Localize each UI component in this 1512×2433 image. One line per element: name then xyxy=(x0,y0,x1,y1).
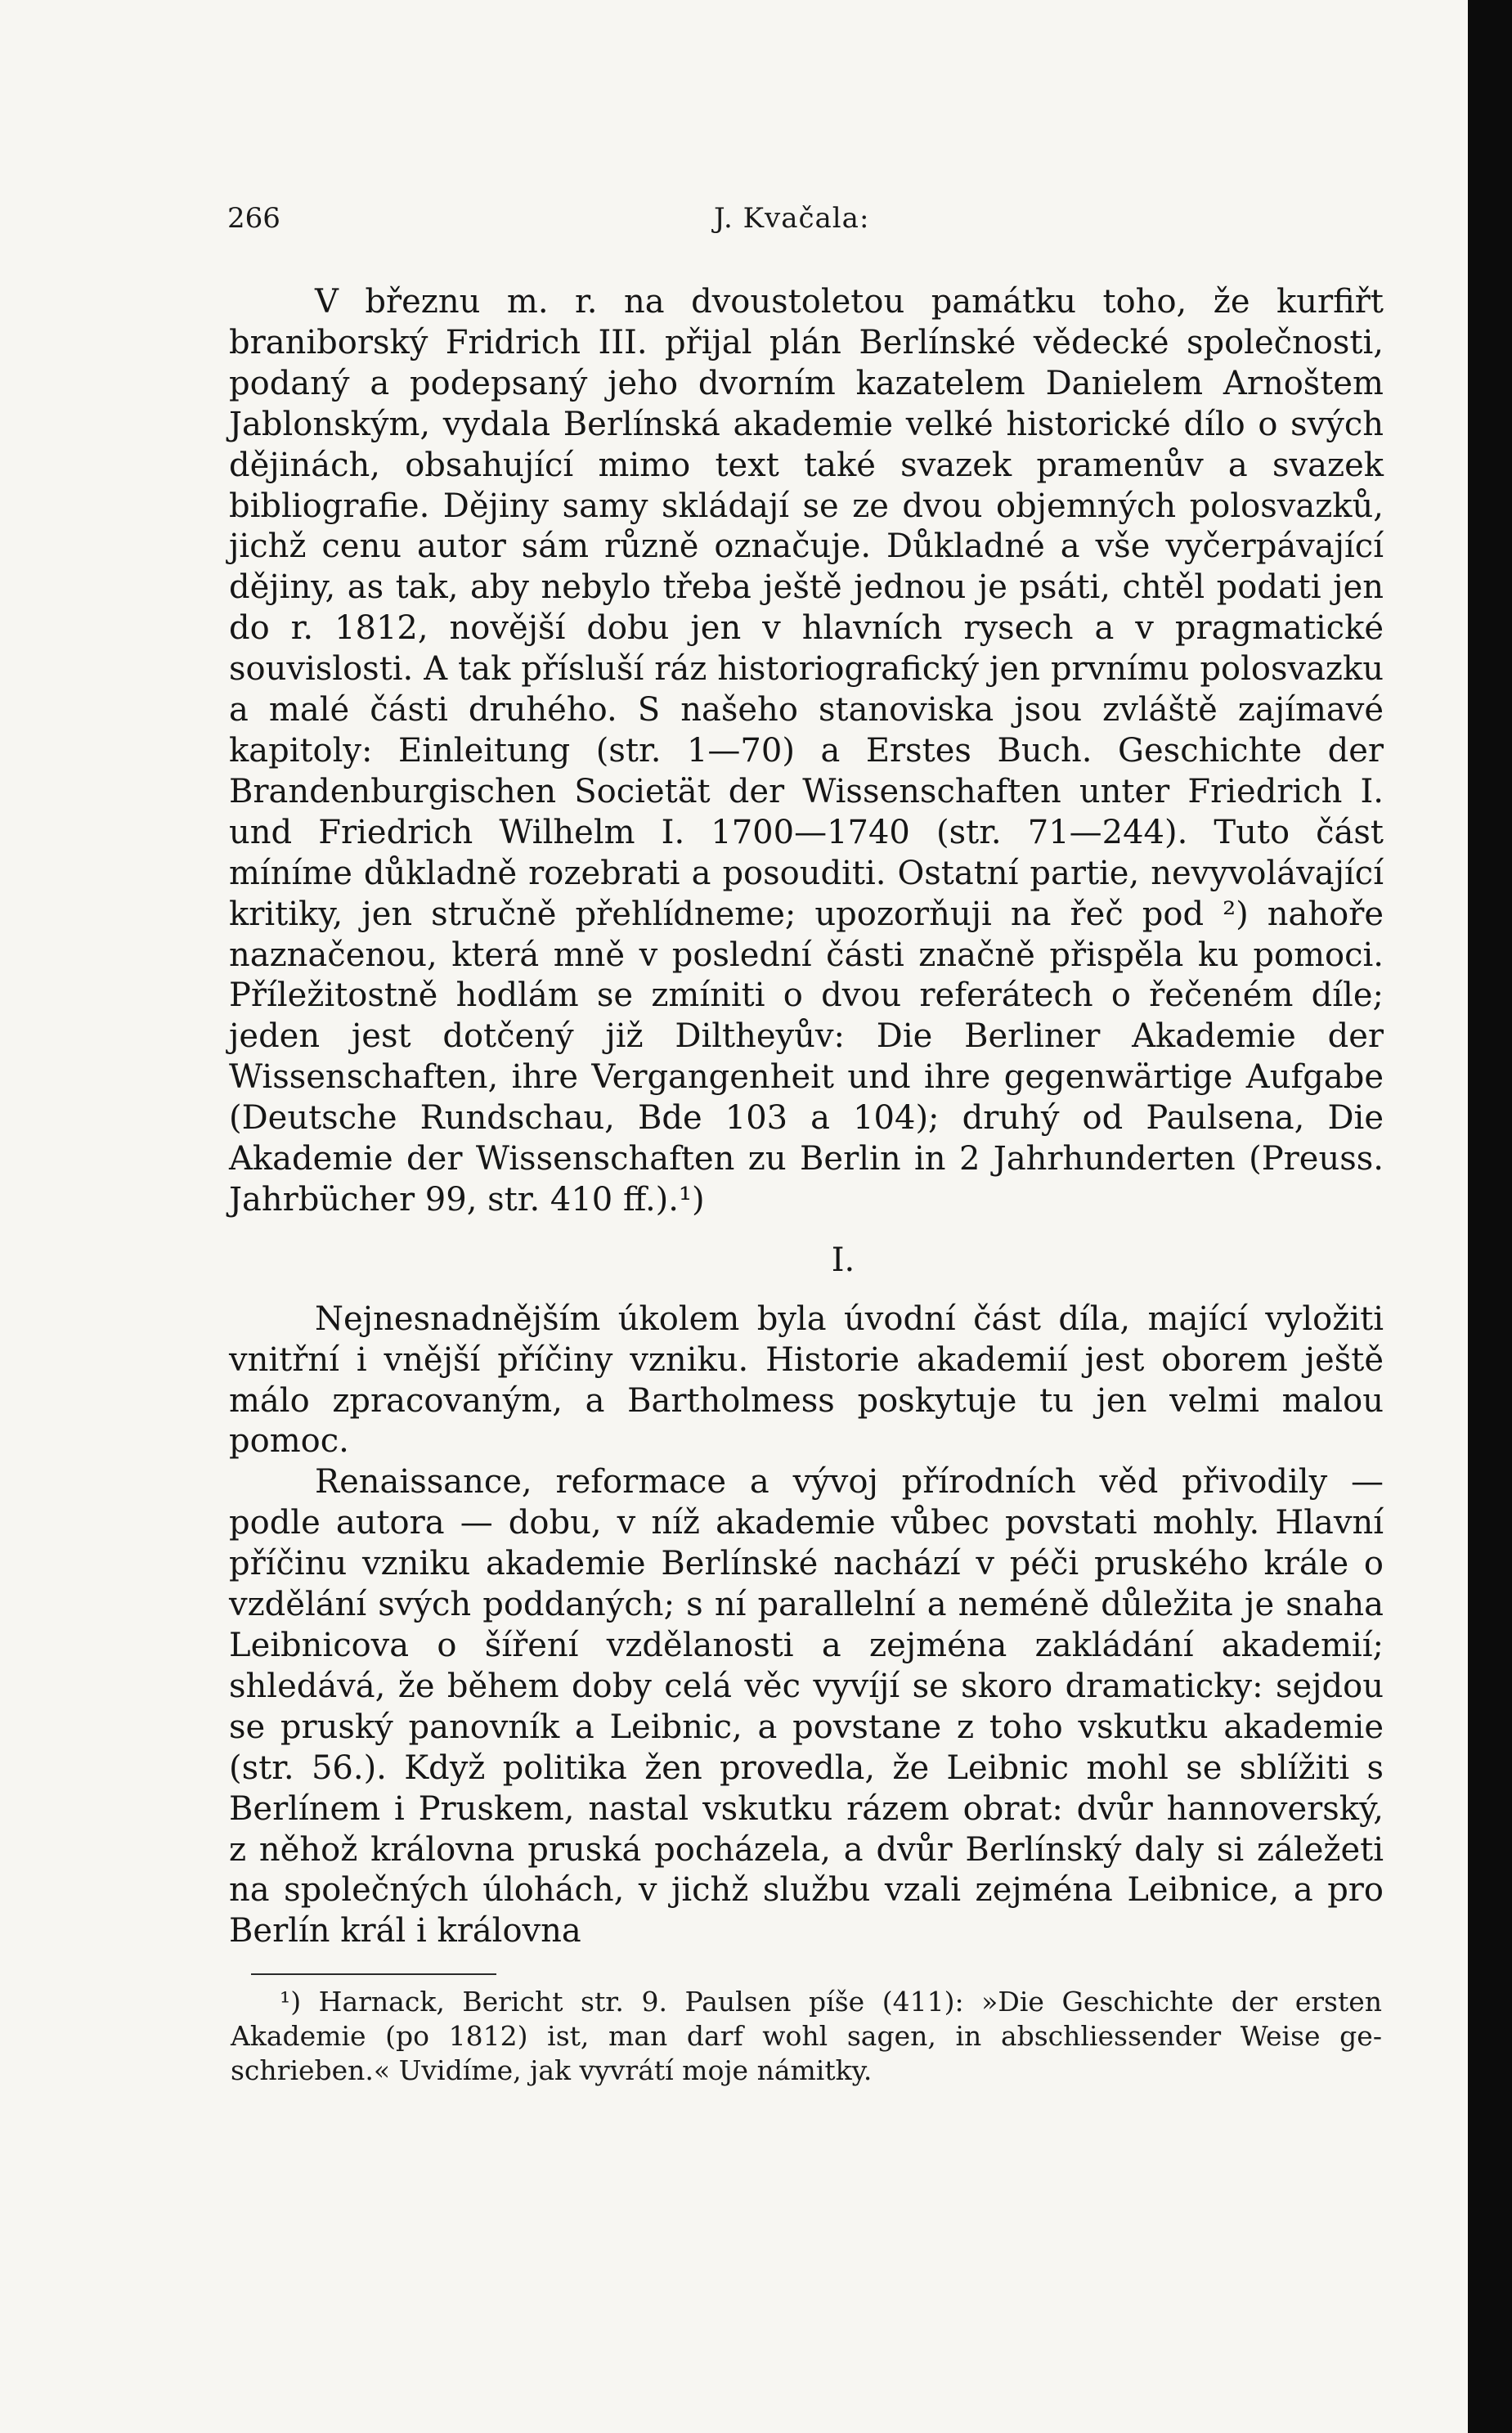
footnote-divider xyxy=(251,1973,496,1975)
footnote: ¹) Harnack, Bericht str. 9. Paulsen píše (411): »Die Geschichte der ersten Akademie (po 1812) ist, man darf wohl sagen, in abschliessender Weise geschrieben.« Uvidíme, jak vyvrátí moje námitky. xyxy=(231,1986,1382,2086)
section-paragraph-1: Nejnesnadnějším úkolem byla úvodní část díla, mající vyložiti vnitřní i vnější příčiny vzniku. Historie akademií jest oborem ještě málo zpracovaným, a Bartholmess poskytuje tu jen velmi malou pomoc. xyxy=(229,1300,1384,1461)
section-heading-label: I. xyxy=(831,1241,855,1279)
page-number: 266 xyxy=(227,202,280,235)
page-header xyxy=(227,202,1389,243)
running-head: J. Kvačala: xyxy=(714,202,870,235)
section-heading xyxy=(229,1241,1384,1282)
section-paragraph-2: Renaissance, reformace a vývoj přírodních věd přivodily — podle autora — dobu, v níž akademie vůbec povstati mohly. Hlavní příčinu vzniku akademie Berlínské nachází v péči pruského krále o vzdělání svých poddaných; s ní parallelní a neméně důležita je snaha Leibnicova o šíření vzdělanosti a zejména zakládání akademií; shledává, že během doby celá věc vyvíjí se skoro dramaticky: sejdou se pruský panovník a Leibnic, a povstane z toho vskutku akademie (str. 56.). Když politika žen provedla, že Leibnic mohl se sblížiti s Berlínem i Pruskem, nastal vskutku rázem obrat: dvůr hannoverský, z něhož královna pruská pocházela, a dvůr Berlínský daly si záležeti na společných úlohách, v jichž službu vzali zejména Leibnice, a pro Berlín král i královna xyxy=(229,1463,1384,1950)
intro-paragraph: V březnu m. r. na dvoustoletou památku toho, že kurfiřt braniborský Fridrich III. přijal plán Berlínské vědecké společnosti, podaný a podepsaný jeho dvorním kazatelem Danielem Arnoštem Jablonským, vydala Berlínská akademie velké historické dílo o svých dějinách, obsahující mimo text také svazek pramenův a svazek bibliografie. Dějiny samy skládají se ze dvou objemných polosvazků, jichž cenu autor sám různě označuje. Důkladné a vše vyčerpávající dějiny, as tak, aby nebylo třeba ještě jednou je psáti, chtěl podati jen do r. 1812, novější dobu jen v hlavních rysech a v pragmatické souvislosti. A tak přísluší ráz historiografický jen prvnímu polosvazku a malé části druhého. S našeho stanoviska jsou zvláště zajímavé kapitoly: Einleitung (str. 1—70) a Erstes Buch. Geschichte der Brandenburgischen Societät der Wissenschaften unter Friedrich I. und Friedrich Wilhelm I. 1700—1740 (str. 71—244). Tuto část míníme důkladně rozebrati a posouditi. Ostatní partie, nevyvolávající kritiky, jen stručně přehlídneme; upozorňuji na řeč pod ²) nahoře naznačenou, která mně v poslední části značně přispěla ku pomoci. Příležitostně hodlám se zmíniti o dvou referátech o řečeném díle; jeden jest dotčený již Diltheyův: Die Berliner Akademie der Wissenschaften, ihre Vergangenheit und ihre gegenwärtige Aufgabe (Deutsche Rundschau, Bde 103 a 104); druhý od Paulsena, Die Akademie der Wissenschaften zu Berlin in 2 Jahrhunderten (Preuss. Jahrbücher 99, str. 410 ff.).¹) xyxy=(229,283,1384,1219)
body-text xyxy=(229,282,1384,1952)
